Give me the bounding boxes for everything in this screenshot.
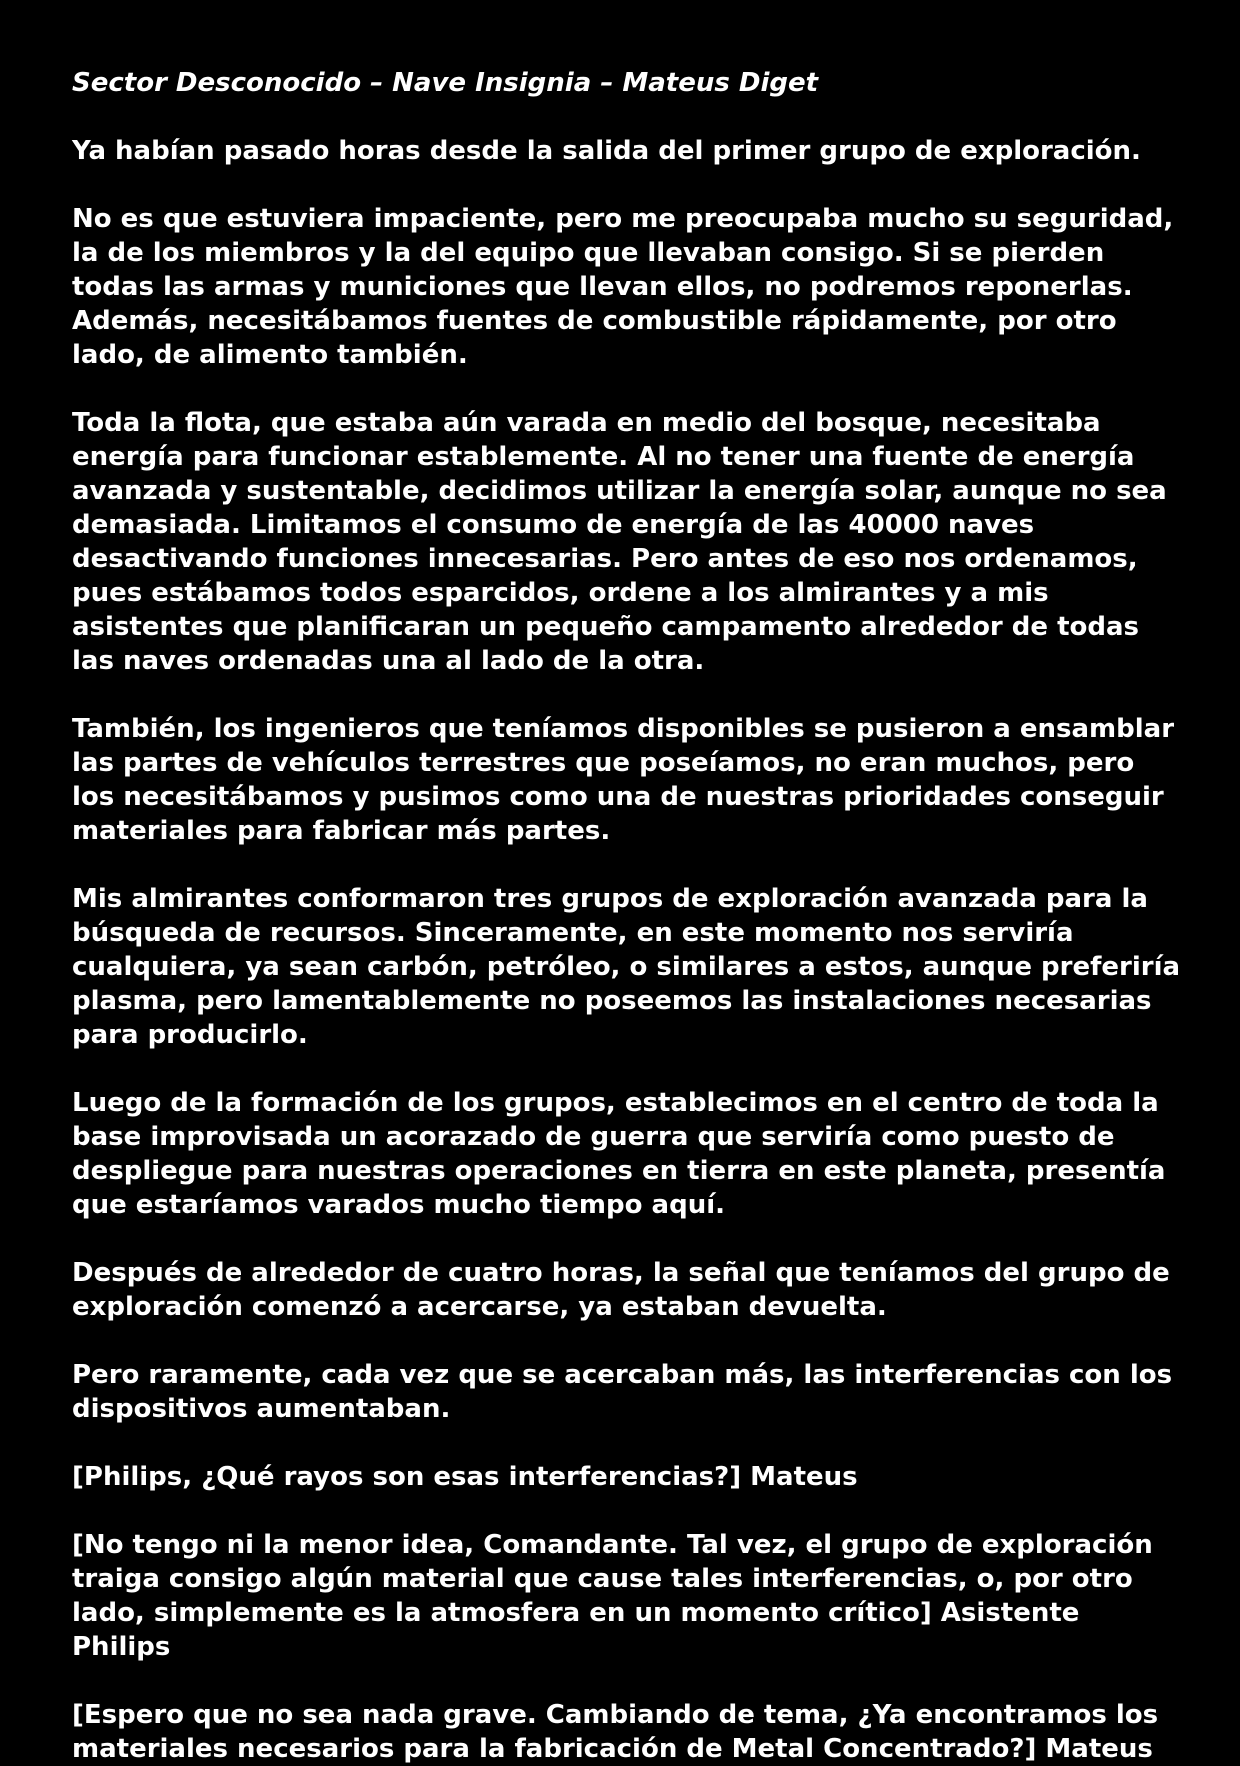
paragraph: También, los ingenieros que teníamos disponibles se pusieron a ensamblar las partes de vehículos terrestres que poseíamos, no eran muchos, pero los necesitábamos y pusimos como una de nuestras prioridades conseguir materiales para fabricar más partes. — [72, 714, 1175, 846]
paragraph: Luego de la formación de los grupos, establecimos en el centro de toda la base improvisada un acorazado de guerra que serviría como puesto de despliegue para nuestras operaciones en tierra en este planeta, presentía que estaríamos varados mucho tiempo aquí. — [72, 1088, 1166, 1220]
paragraph: Toda la flota, que estaba aún varada en medio del bosque, necesitaba energía para funcionar establemente. Al no tener una fuente de energía avanzada y sustentable, decidimos utilizar la energía solar, aunque no sea demasiada. Limitamos el consumo de energía de las 40000 naves desactivando funciones innecesarias. Pero antes de eso nos ordenamos, pues estábamos todos esparcidos, ordene a los almirantes y a mis asistentes que planificaran un pequeño campamento alrededor de todas las naves ordenadas una al lado de la otra. — [72, 408, 1167, 676]
paragraph: Mis almirantes conformaron tres grupos de exploración avanzada para la búsqueda de recursos. Sinceramente, en este momento nos serviría cualquiera, ya sean carbón, petróleo, o similares a estos, aunque preferiría plasma, pero lamentablemente no poseemos las instalaciones necesarias para producirlo. — [72, 884, 1181, 1050]
paragraph: No es que estuviera impaciente, pero me preocupaba mucho su seguridad, la de los miembros y la del equipo que llevaban consigo. Si se pierden todas las armas y municiones que llevan ellos, no podremos reponerlas. Además, necesitábamos fuentes de combustible rápidamente, por otro lado, de alimento también. — [72, 204, 1174, 370]
dialogue-line: [Philips, ¿Qué rayos son esas interferencias?] Mateus — [72, 1462, 858, 1492]
document-heading: Sector Desconocido – Nave Insignia – Mateus Diget — [72, 68, 819, 98]
paragraph: Pero raramente, cada vez que se acercaban más, las interferencias con los dispositivos aumentaban. — [72, 1360, 1173, 1424]
document-page — [72, 66, 1182, 1766]
paragraph: Ya habían pasado horas desde la salida del primer grupo de exploración. — [72, 136, 1141, 166]
dialogue-line: [Espero que no sea nada grave. Cambiando de tema, ¿Ya encontramos los materiales necesarios para la fabricación de Metal Concentrado?] Mateus — [72, 1700, 1159, 1764]
paragraph: Después de alrededor de cuatro horas, la señal que teníamos del grupo de exploración comenzó a acercarse, ya estaban devuelta. — [72, 1258, 1170, 1322]
dialogue-line: [No tengo ni la menor idea, Comandante. Tal vez, el grupo de exploración traiga consigo algún material que cause tales interferencias, o, por otro lado, simplemente es la atmosfera en un momento crítico] Asistente Philips — [72, 1530, 1153, 1662]
